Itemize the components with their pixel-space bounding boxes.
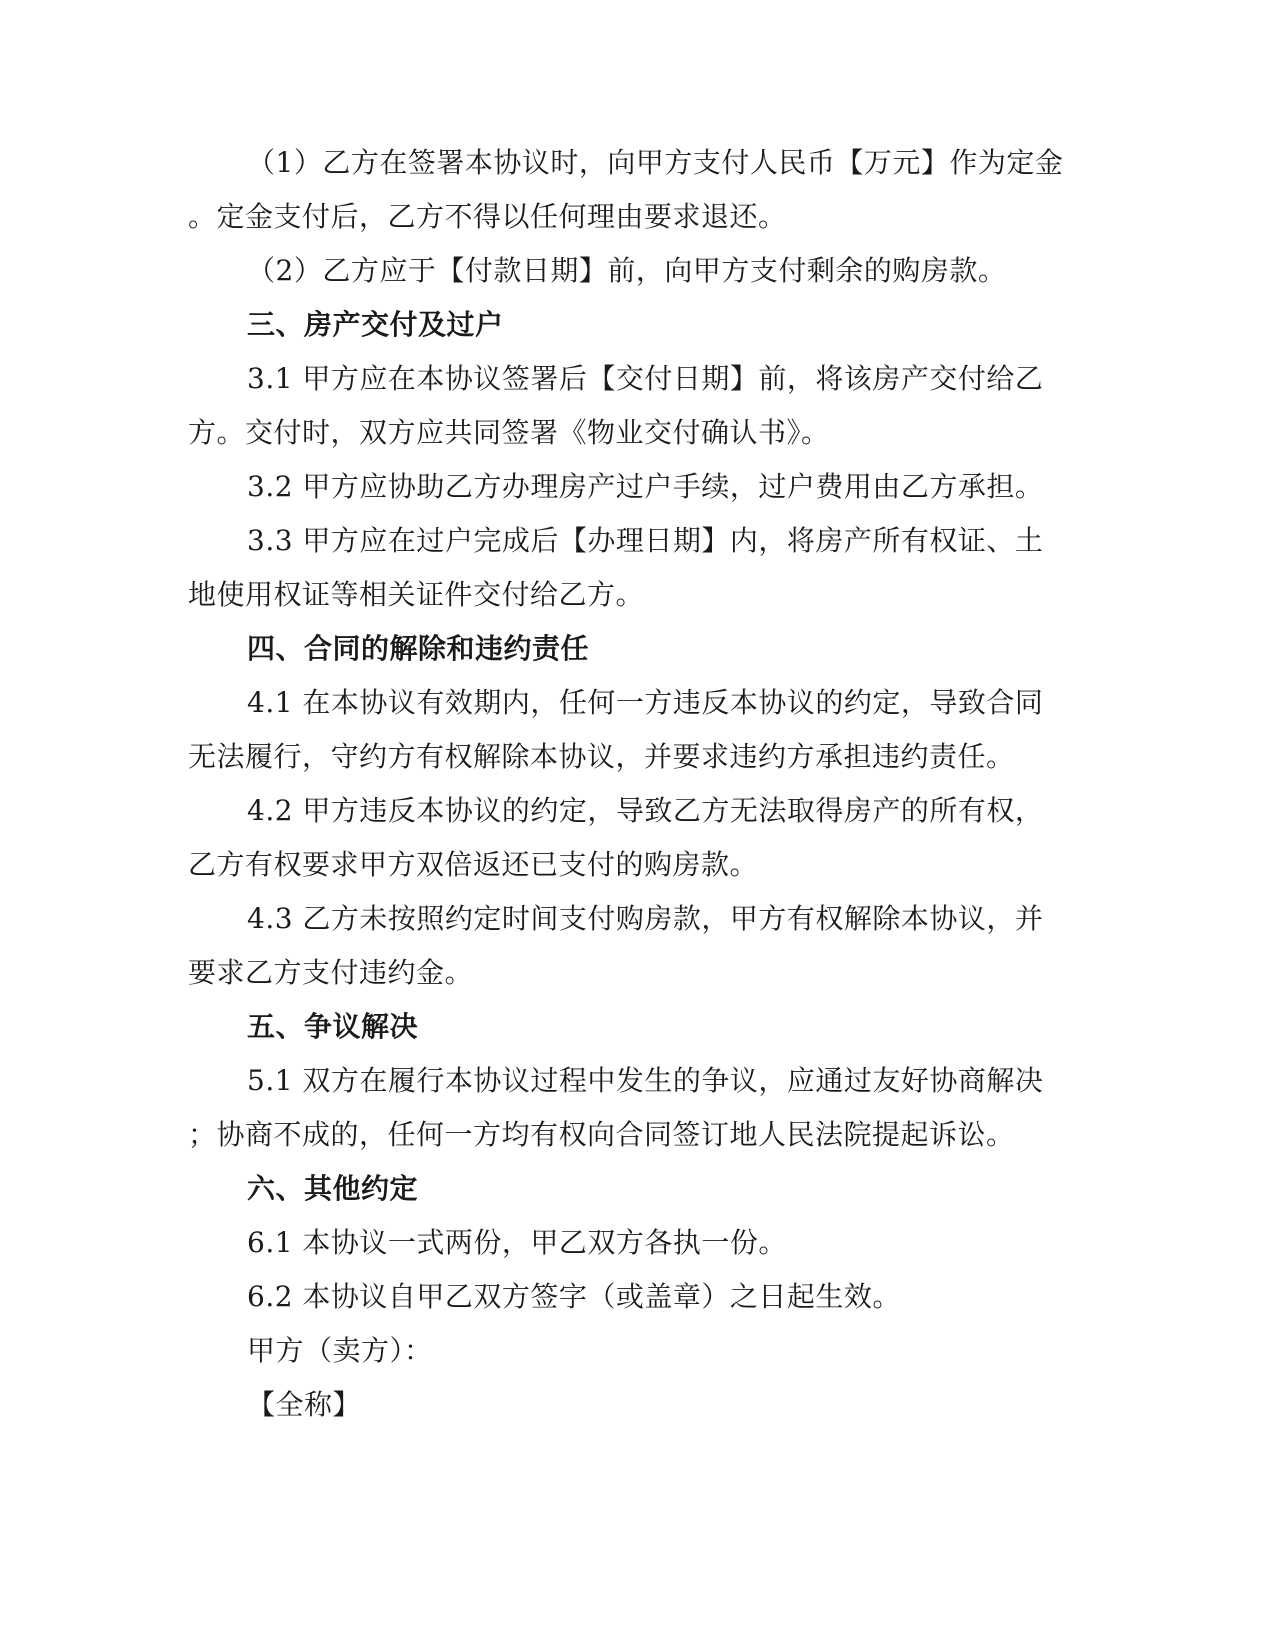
clause-4-2-line-2: 乙方有权要求甲方双倍返还已支付的购房款。 <box>188 848 759 881</box>
clause-6-1: 6.1 本协议一式两份，甲乙双方各执一份。 <box>247 1226 787 1259</box>
party-a-signature-label: 甲方（卖方）： <box>247 1334 433 1367</box>
clause-5-1-line-2: ；协商不成的，任何一方均有权向合同签订地人民法院提起诉讼。 <box>188 1118 1015 1151</box>
clause-4-2-line-1: 4.2 甲方违反本协议的约定，导致乙方无法取得房产的所有权， <box>247 794 1044 827</box>
clause-2-2: （2）乙方应于【付款日期】前，向甲方支付剩余的购房款。 <box>247 254 1007 287</box>
party-a-full-name-placeholder: 【全称】 <box>247 1388 362 1421</box>
clause-6-2: 6.2 本协议自甲乙双方签字（或盖章）之日起生效。 <box>247 1280 901 1313</box>
clause-2-1-line-1: （1）乙方在签署本协议时，向甲方支付人民币【万元】作为定金 <box>247 146 1064 179</box>
clause-2-1-line-2: 。定金支付后，乙方不得以任何理由要求退还。 <box>188 200 787 233</box>
clause-3-3-line-1: 3.3 甲方应在过户完成后【办理日期】内，将房产所有权证、土 <box>247 524 1044 557</box>
clause-5-1-line-1: 5.1 双方在履行本协议过程中发生的争议，应通过友好协商解决 <box>247 1064 1044 1097</box>
clause-3-2: 3.2 甲方应协助乙方办理房产过户手续，过户费用由乙方承担。 <box>247 470 1044 503</box>
clause-3-1-line-2: 方。交付时，双方应共同签署《物业交付确认书》。 <box>188 416 830 449</box>
clause-4-3-line-2: 要求乙方支付违约金。 <box>188 956 474 989</box>
clause-4-1-line-2: 无法履行，守约方有权解除本协议，并要求违约方承担违约责任。 <box>188 740 1015 773</box>
clause-3-3-line-2: 地使用权证等相关证件交付给乙方。 <box>188 578 645 611</box>
clause-4-1-line-1: 4.1 在本协议有效期内，任何一方违反本协议的约定，导致合同 <box>247 686 1044 719</box>
section-heading-3: 三、房产交付及过户 <box>247 308 504 341</box>
clause-3-1-line-1: 3.1 甲方应在本协议签署后【交付日期】前，将该房产交付给乙 <box>247 362 1044 395</box>
section-heading-5: 五、争议解决 <box>247 1010 419 1043</box>
section-heading-6: 六、其他约定 <box>247 1172 419 1205</box>
clause-4-3-line-1: 4.3 乙方未按照约定时间支付购房款，甲方有权解除本协议，并 <box>247 902 1044 935</box>
section-heading-4: 四、合同的解除和违约责任 <box>247 632 590 665</box>
